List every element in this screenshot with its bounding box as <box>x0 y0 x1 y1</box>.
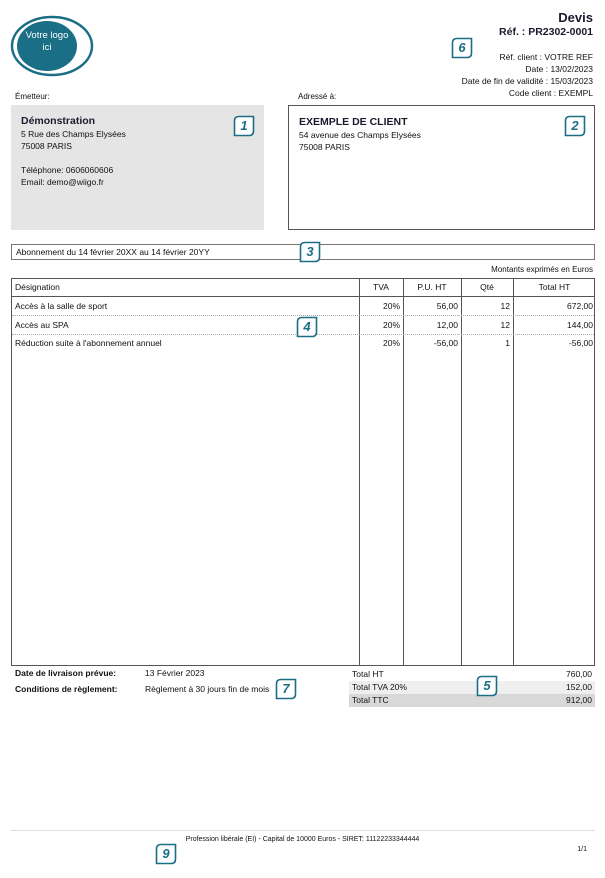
client-box <box>288 105 595 230</box>
emitter-phone: Téléphone: 0606060606 <box>21 165 114 175</box>
badge-4: 4 <box>296 316 318 338</box>
header-vat: TVA <box>373 282 389 292</box>
emitter-email: Email: demo@wiigo.fr <box>21 177 104 187</box>
subject-line: Abonnement du 14 février 20XX au 14 février 20YY <box>11 244 595 260</box>
row-2-vat: 20% <box>382 320 400 330</box>
row-2-unit-price: 12,00 <box>436 320 458 330</box>
badge-1: 1 <box>233 115 255 137</box>
delivery-date-value: 13 Février 2023 <box>145 668 205 678</box>
amounts-note: Montants exprimés en Euros <box>491 265 593 274</box>
row-3-total: -56,00 <box>568 338 593 348</box>
total-ht-label: Total HT <box>352 669 384 679</box>
row-3-designation: Réduction suite à l'abonnement annuel <box>15 338 162 348</box>
client-name: EXEMPLE DE CLIENT <box>299 116 408 128</box>
total-vat-label: Total TVA 20% <box>352 682 407 692</box>
client-address-2: 75008 PARIS <box>299 142 350 152</box>
row-2-designation: Accès au SPA <box>15 320 69 330</box>
total-ttc-row <box>349 694 595 707</box>
row-1-vat: 20% <box>382 301 400 311</box>
company-logo <box>10 12 96 78</box>
client-address-1: 54 avenue des Champs Elysées <box>299 130 421 140</box>
footer-divider <box>11 830 595 831</box>
logo-line-1: Votre logo <box>25 30 69 41</box>
document-date: Date : 13/02/2023 <box>525 64 593 74</box>
emitter-name: Démonstration <box>21 115 96 127</box>
emitter-label: Émetteur: <box>15 92 50 101</box>
badge-6: 6 <box>451 37 473 59</box>
total-ht-row <box>349 668 595 681</box>
row-2-total: 144,00 <box>567 320 593 330</box>
emitter-address-1: 5 Rue des Champs Elysées <box>21 129 126 139</box>
total-ttc-value: 912,00 <box>566 695 592 705</box>
footer-legal: Profession libérale (EI) - Capital de 10000 Euros - SIRET: 11122233344444 <box>185 836 420 843</box>
page-number: 1/1 <box>577 846 587 853</box>
badge-3: 3 <box>299 241 321 263</box>
emitter-address-2: 75008 PARIS <box>21 141 72 151</box>
totals-block <box>349 668 595 707</box>
logo-text <box>10 30 84 54</box>
badge-7: 7 <box>275 678 297 700</box>
row-3-unit-price: -56,00 <box>433 338 458 348</box>
row-2-qty: 12 <box>500 320 510 330</box>
delivery-date-label: Date de livraison prévue: <box>15 668 117 678</box>
row-1-total: 672,00 <box>567 301 593 311</box>
document-header <box>462 10 593 99</box>
header-total: Total HT <box>538 282 571 292</box>
header-designation: Désignation <box>15 282 60 292</box>
client-code: Code client : EXEMPL <box>508 88 593 98</box>
header-qty: Qté <box>480 282 494 292</box>
total-ttc-label: Total TTC <box>352 695 389 705</box>
badge-9: 9 <box>155 843 177 865</box>
row-3-qty: 1 <box>505 338 510 348</box>
total-ht-value: 760,00 <box>566 669 592 679</box>
badge-5: 5 <box>476 675 498 697</box>
payment-terms-label: Conditions de règlement: <box>15 684 118 694</box>
validity-date: Date de fin de validité : 15/03/2023 <box>461 76 593 86</box>
row-1-qty: 12 <box>500 301 510 311</box>
logo-line-2: ici <box>42 42 52 53</box>
total-vat-value: 152,00 <box>566 682 592 692</box>
header-unit-price: P.U. HT <box>417 282 447 292</box>
payment-terms-value: Règlement à 30 jours fin de mois <box>145 684 270 694</box>
client-label: Adressé à: <box>298 92 337 101</box>
emitter-box <box>11 105 264 230</box>
document-title: Devis <box>558 10 593 25</box>
row-1-unit-price: 56,00 <box>436 301 458 311</box>
badge-2: 2 <box>564 115 586 137</box>
total-vat-row <box>349 681 595 694</box>
client-ref: Réf. client : VOTRE REF <box>499 52 593 62</box>
row-3-vat: 20% <box>382 338 400 348</box>
row-1-designation: Accès à la salle de sport <box>15 301 108 311</box>
document-ref: Réf. : PR2302-0001 <box>499 26 593 38</box>
